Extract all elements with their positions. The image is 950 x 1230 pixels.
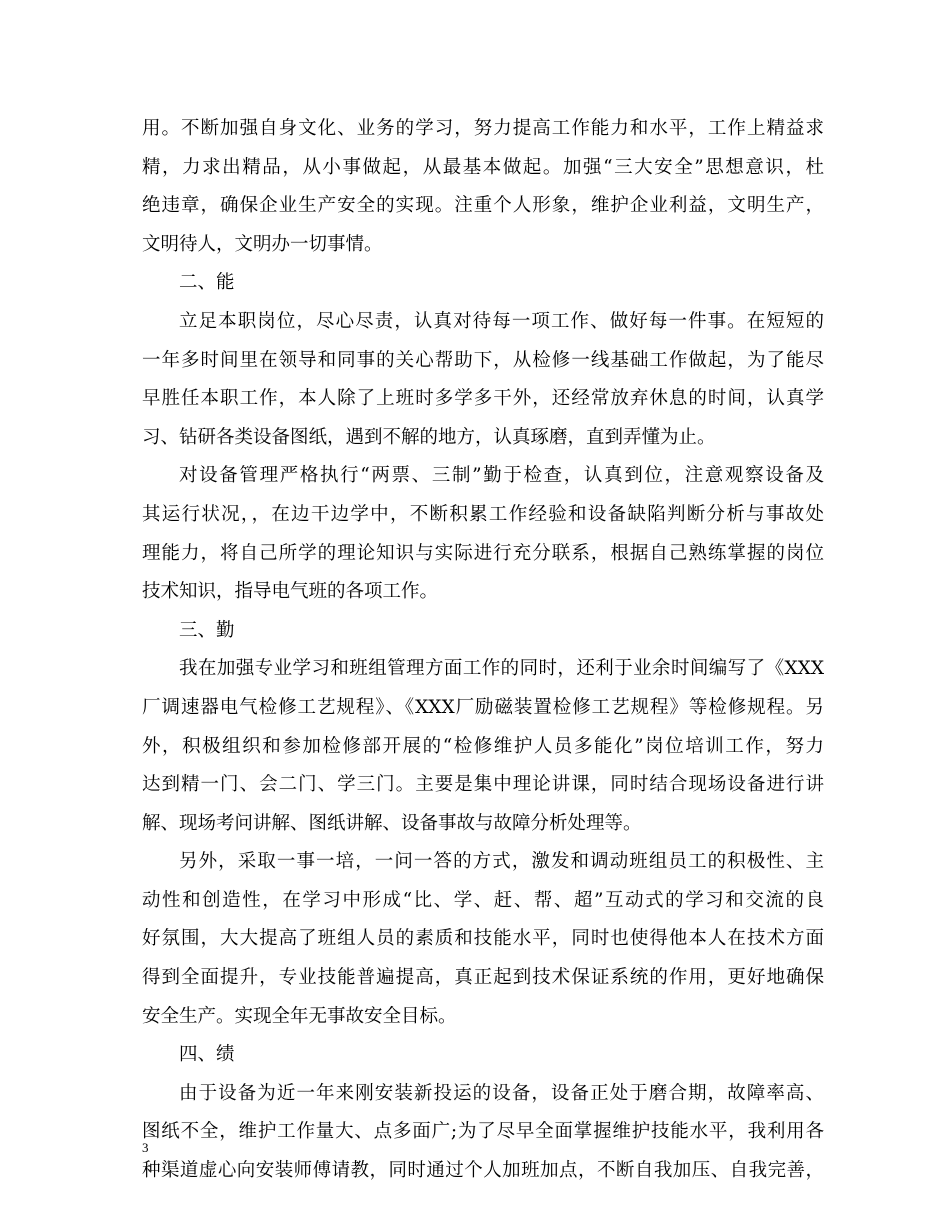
text-line: 外，积极组织和参加检修部开展的“检修维护人员多能化”岗位培训工作，努力 [142,735,824,757]
section-heading: 三、勤 [179,619,235,641]
text-line: 对设备管理严格执行“两票、三制”勤于检查，认真到位，注意观察设备及 [179,465,824,487]
text-line: 早胜任本职工作，本人除了上班时多学多干外，还经常放弃休息的时间，认真学 [142,388,824,410]
text-line: 安全生产。实现全年无事故安全目标。 [142,1005,457,1027]
text-line: 理能力，将自己所学的理论知识与实际进行充分联系，根据自己熟练掌握的岗位 [142,542,824,564]
text-line: 得到全面提升，专业技能普遍提高，真正起到技术保证系统的作用，更好地确保 [142,967,824,989]
text-line: 技术知识，指导电气班的各项工作。 [142,581,439,603]
text-line: 精，力求出精品，从小事做起，从最基本做起。加强“三大安全”思想意识，杜 [142,156,824,178]
page-number: 3 [142,1140,149,1155]
text-line: 由于设备为近一年来刚安装新投运的设备，设备正处于磨合期，故障率高、 [179,1082,824,1104]
text-line: 我在加强专业学习和班组管理方面工作的同时，还利于业余时间编写了《XXX [179,658,824,680]
text-line: 种渠道虚心向安装师傅请教，同时通过个人加班加点，不断自我加压、自我完善， [142,1160,824,1182]
text-line: 动性和创造性，在学习中形成“比、学、赶、帮、超”互动式的学习和交流的良 [142,889,824,911]
text-line: 用。不断加强自身文化、业务的学习，努力提高工作能力和水平，工作上精益求 [142,118,824,139]
text-line: 好氛围，大大提高了班组人员的素质和技能水平，同时也使得他本人在技术方面 [142,928,824,950]
text-line: 另外，采取一事一培，一问一答的方式，激发和调动班组员工的积极性、主 [179,851,824,873]
text-line: 绝违章，确保企业生产安全的实现。注重个人形象，维护企业利益，文明生产， [142,195,824,217]
text-line: 厂调速器电气检修工艺规程》、《XXX厂励磁装置检修工艺规程》等检修规程。另 [142,696,824,718]
text-line: 立足本职岗位，尽心尽责，认真对待每一项工作、做好每一件事。在短短的 [179,310,824,332]
text-line: 习、钻研各类设备图纸，遇到不解的地方，认真琢磨，直到弄懂为止。 [142,426,716,448]
text-line: 一年多时间里在领导和同事的关心帮助下，从检修一线基础工作做起，为了能尽 [142,349,824,371]
text-line: 其运行状况，，在边干边学中，不断积累工作经验和设备缺陷判断分析与事故处 [142,503,824,525]
text-line: 文明待人，文明办一切事情。 [142,233,383,255]
body-text [142,110,824,1191]
text-line: 达到精一门、会二门、学三门。主要是集中理论讲课，同时结合现场设备进行讲 [142,774,824,796]
text-line: 图纸不全，维护工作量大、点多面广;为了尽早全面掌握维护技能水平，我利用各 [142,1121,824,1143]
text-line: 解、现场考问讲解、图纸讲解、设备事故与故障分析处理等。 [142,812,642,834]
section-heading: 四、绩 [179,1044,235,1066]
section-heading: 二、能 [179,272,235,294]
